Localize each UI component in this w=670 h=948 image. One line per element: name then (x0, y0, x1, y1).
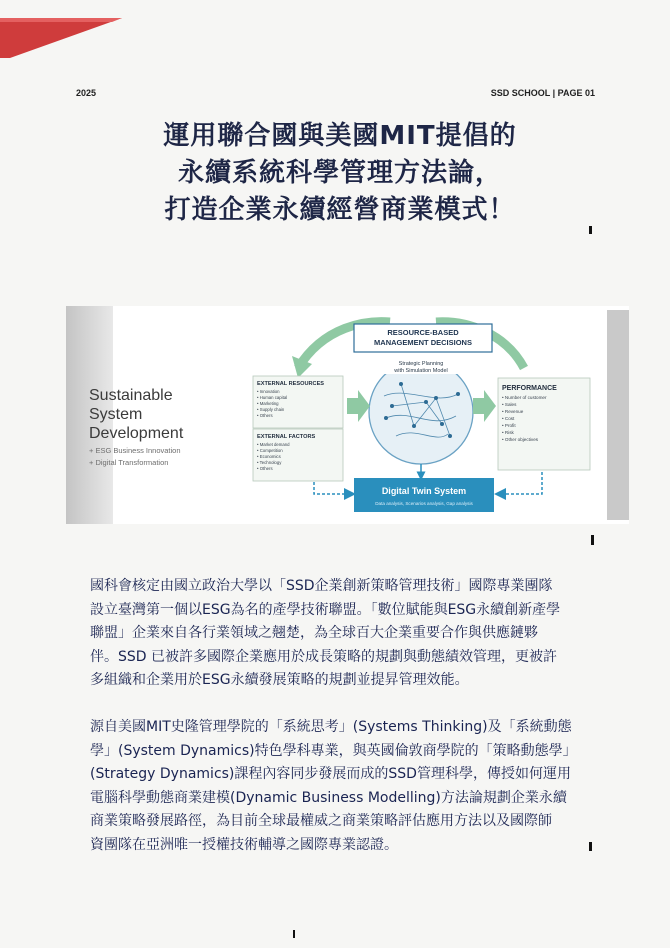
performance-item: • Profit (502, 423, 516, 428)
title-line: 永續系統科學管理方法論， (177, 158, 502, 188)
paragraph-line: 電腦科學動態商業建模(Dynamic Business Modelling)方法論規劃企業永續 (90, 789, 567, 806)
external-resources-item: • Supply chain (257, 407, 285, 412)
performance-item: • Sales (502, 402, 517, 407)
feedback-arrow-right (500, 472, 542, 494)
performance-item: • Number of customer (502, 395, 547, 400)
scan-mark (293, 930, 295, 938)
paragraph-line: 源自美國MIT史隆管理學院的「系統思考」(Systems Thinking)及「系統動態 (90, 719, 572, 735)
brand-sub: + ESG Business Innovation (89, 446, 181, 455)
header-page-info: SSD SCHOOL | PAGE 01 (490, 88, 595, 98)
brand-line: Sustainable (89, 387, 173, 404)
scan-mark (589, 226, 592, 234)
brand-line: Development (89, 425, 184, 442)
paragraph-1 (90, 575, 610, 693)
performance-item: • Other objectives (502, 437, 539, 442)
strategic-planning-circle (369, 360, 473, 464)
corner-ribbon (0, 0, 130, 70)
performance-title: PERFORMANCE (502, 385, 557, 392)
external-factors-item: • Economics (257, 454, 281, 459)
digital-twin-title: Digital Twin System (381, 486, 467, 496)
paragraph-line: 聯盟」企業來自各行業領域之翹楚，為全球百大企業重要合作與供應鏈夥 (90, 625, 538, 642)
paragraph-line: 學」(System Dynamics)特色學科專業，與英國倫敦商學院的「策略動態學」 (90, 742, 577, 759)
paragraph-line: 多組織和企業用於ESG永續發展策略的規劃並提昇管理效能。 (90, 672, 469, 689)
paragraph-line: 資團隊在亞洲唯一授權技術輔導之國際專業認證。 (90, 836, 398, 853)
brand-sub: + Digital Transformation (89, 458, 169, 467)
performance-item: • Cost (502, 416, 515, 421)
external-resources-item: • Innovation (257, 389, 280, 394)
output-arrow (473, 390, 496, 422)
circle-label-line: Strategic Planning (398, 361, 444, 367)
external-resources-item: • Marketing (257, 401, 279, 406)
external-resources-item: • Others (257, 413, 273, 418)
title-line: 打造企業永續經營商業模式！ (164, 195, 516, 225)
resource-based-diagram (66, 306, 629, 524)
paragraph-line: 商業策略發展路徑，為目前全球最權威之商業策略評估應用方法以及國際師 (90, 813, 552, 830)
external-resources-title: EXTERNAL RESOURCES (257, 381, 325, 387)
paragraph-line: 國科會核定由國立政治大學以「SSD企業創新策略管理技術」國際專業團隊 (90, 578, 553, 594)
performance-item: • Revenue (502, 409, 524, 414)
external-resources-item: • Human capital (257, 395, 288, 400)
ssd-banner (66, 306, 629, 524)
header-year: 2025 (76, 88, 97, 98)
external-factors-item: • Market demand (257, 442, 290, 447)
title-line: 運用聯合國與美國MIT提倡的 (163, 121, 517, 151)
paragraph-line: 設立臺灣第一個以ESG為名的產學技術聯盟。「數位賦能與ESG永續創新產學 (90, 601, 561, 618)
external-factors-item: • Competition (257, 448, 283, 453)
feedback-arrow-left (314, 482, 350, 494)
rbmd-title-line: MANAGEMENT DECISIONS (374, 338, 472, 347)
circle-label-line: with Simulation Model (394, 368, 448, 374)
paragraph-line: (Strategy Dynamics)課程內容同步發展而成的SSD管理科學，傳授如何運用 (90, 766, 571, 783)
input-arrow (347, 390, 370, 422)
rbmd-title-line: RESOURCE-BASED (387, 328, 459, 337)
page-title (80, 118, 600, 229)
external-factors-title: EXTERNAL FACTORS (257, 434, 316, 440)
external-factors-item: • Technology (257, 460, 282, 465)
brand-line: System (89, 406, 143, 423)
external-factors-item: • Others (257, 466, 273, 471)
paragraph-line: 伴。SSD 已被許多國際企業應用於成長策略的規劃與動態績效管理，更被許 (90, 648, 558, 665)
digital-twin-sub: Data analysis, Scenarios analysis, Gap analysis (375, 501, 473, 506)
paragraph-2 (90, 716, 610, 858)
performance-item: • Risk (502, 430, 514, 435)
scan-mark (589, 842, 592, 851)
scan-mark (591, 535, 594, 545)
